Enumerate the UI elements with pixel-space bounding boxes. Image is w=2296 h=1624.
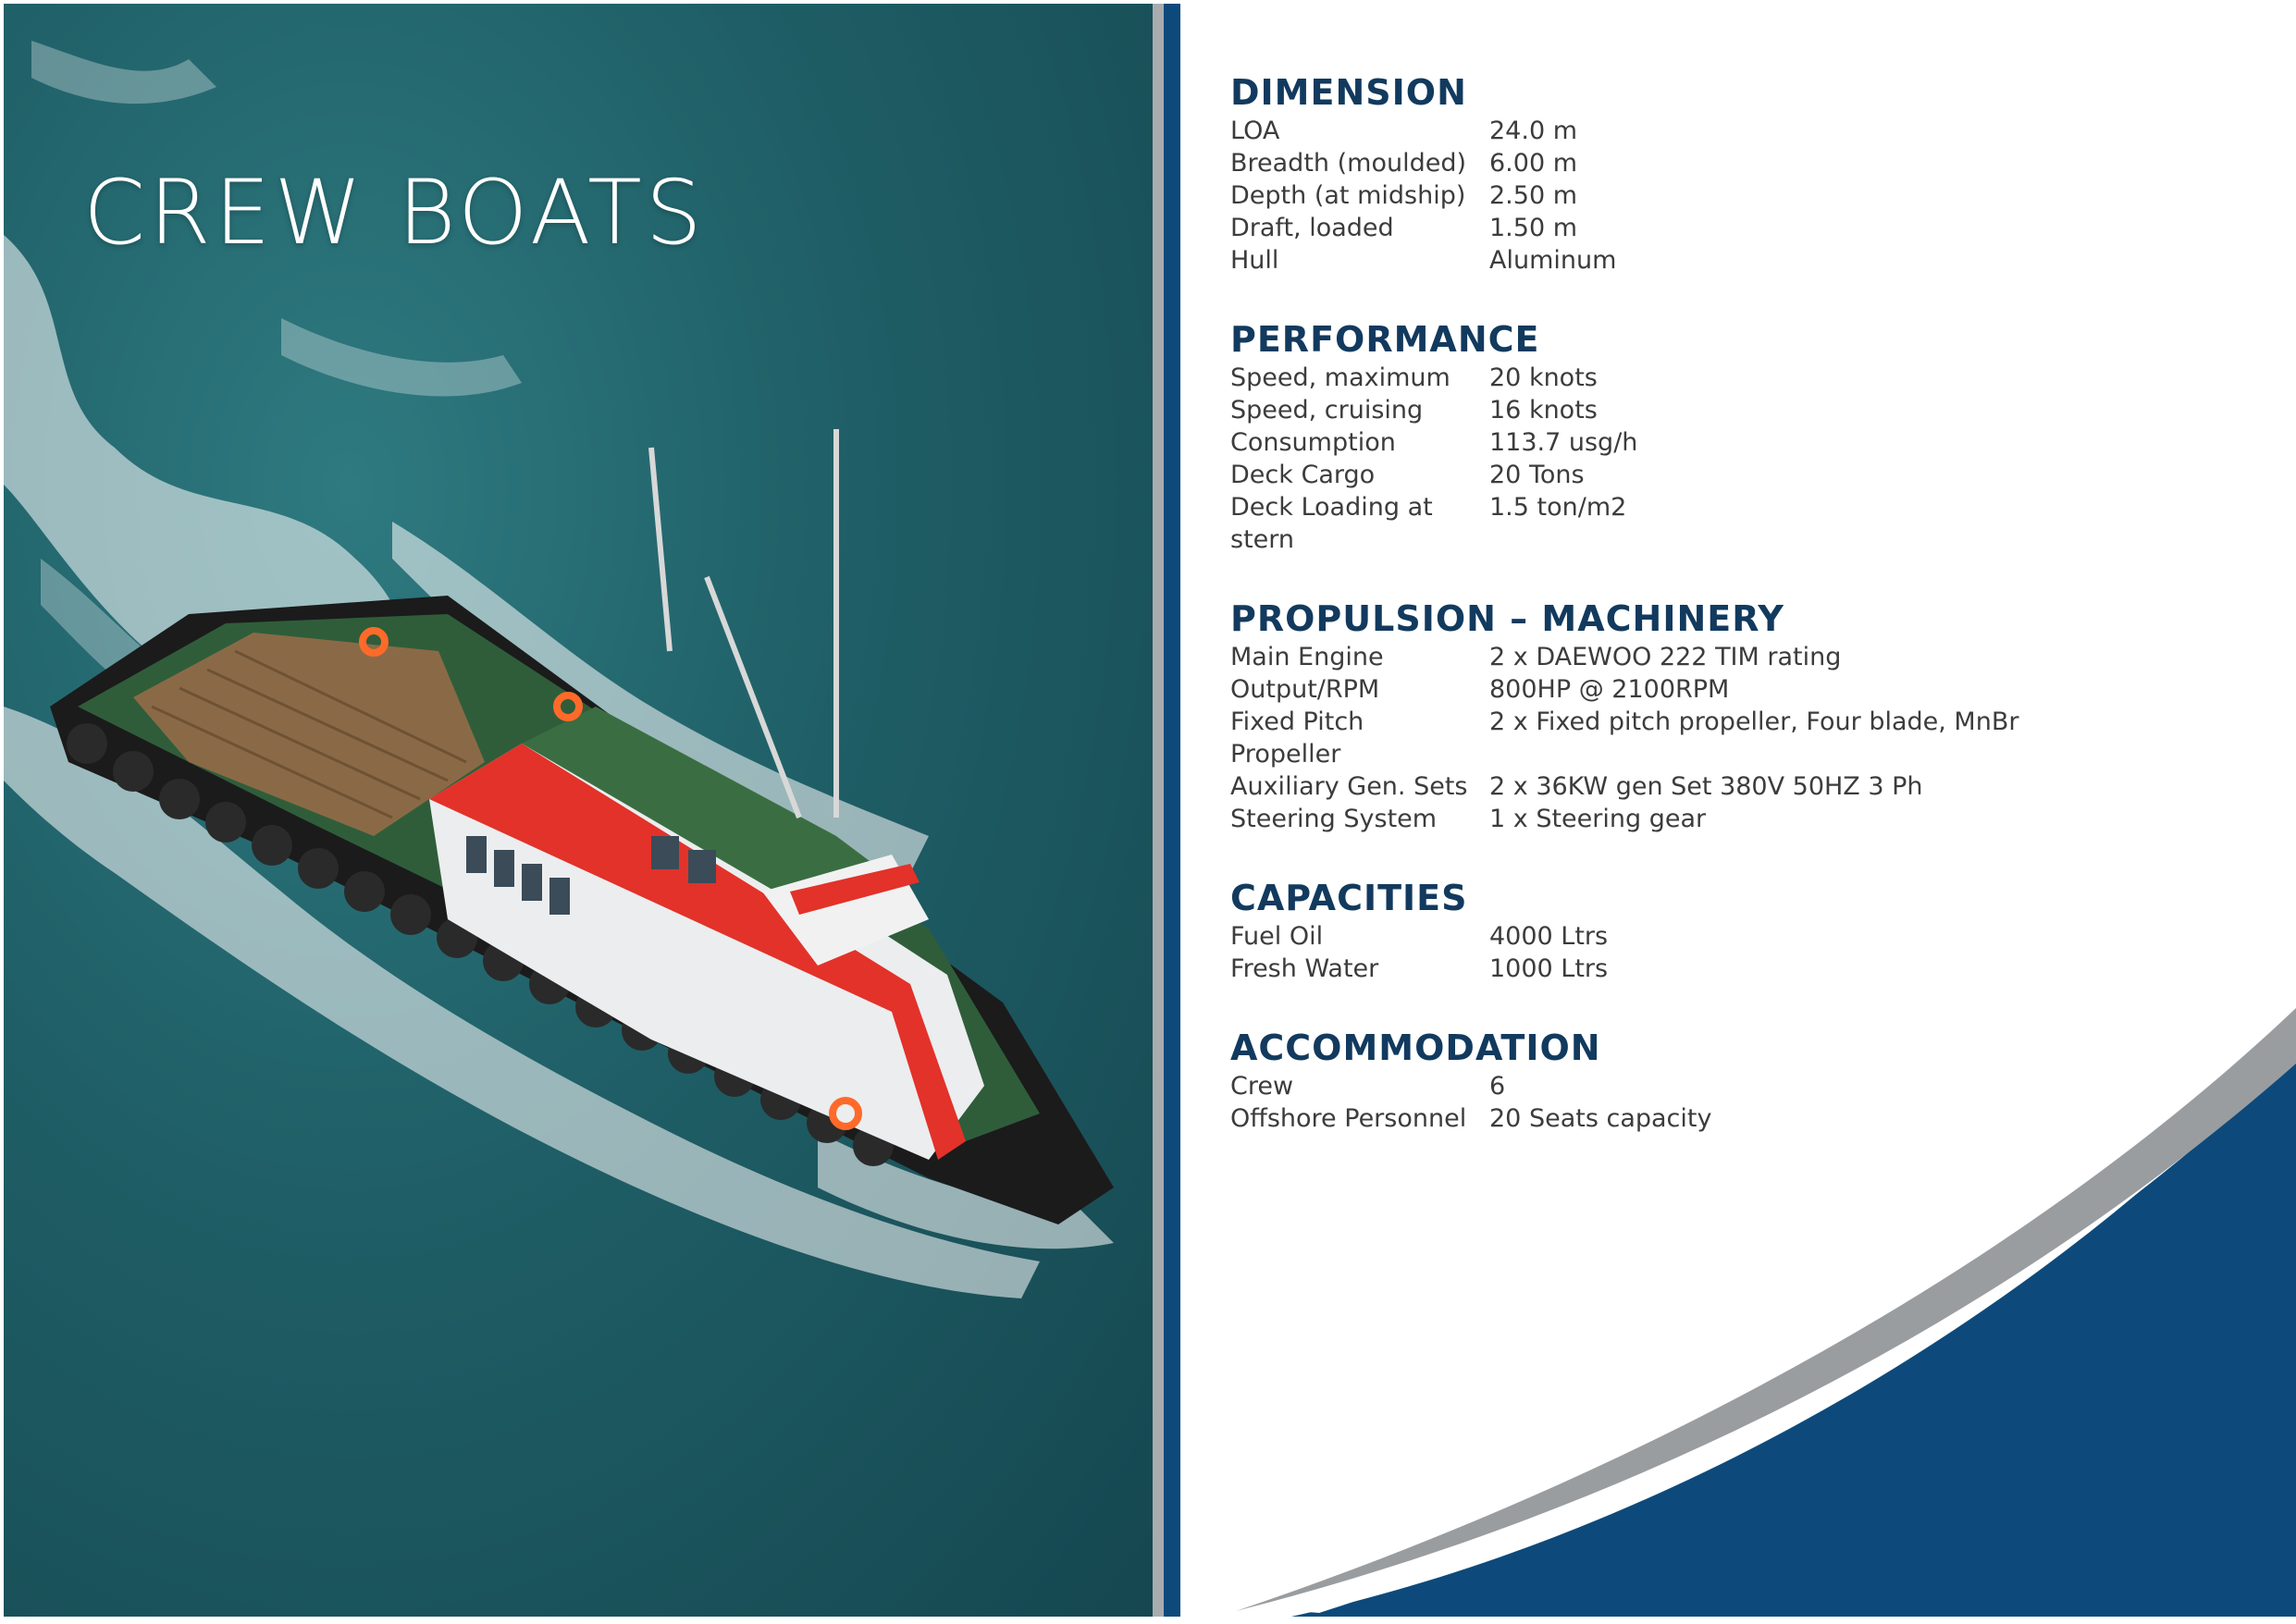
crew-boat-photo [4, 4, 1153, 1617]
spec-row [1230, 1102, 2248, 1135]
spec-row [1230, 394, 2248, 426]
page-title: CREW BOATS [83, 161, 706, 265]
spec-label: Breadth (moulded) [1230, 149, 1466, 178]
section-dimension [1230, 72, 2248, 277]
spec-row [1230, 244, 2248, 277]
spec-label: Offshore Personnel [1230, 1104, 1467, 1133]
spec-label: Speed, cruising [1230, 396, 1424, 424]
spec-label: Crew [1230, 1072, 1294, 1101]
section-heading: PROPULSION – MACHINERY [1230, 598, 1784, 639]
spec-value: 6.00 m [1489, 149, 1578, 178]
section-heading: PERFORMANCE [1230, 319, 1540, 360]
spec-value: 4000 Ltrs [1489, 922, 1609, 951]
spec-label: Main Engine [1230, 643, 1384, 671]
spec-row [1230, 738, 2248, 770]
spec-label: Output/RPM [1230, 675, 1380, 704]
spec-row [1230, 179, 2248, 212]
spec-row [1230, 212, 2248, 244]
spec-row [1230, 803, 2248, 835]
spec-value: 2 x DAEWOO 222 TIM rating [1489, 643, 1842, 671]
spec-label: Depth (at midship) [1230, 181, 1466, 210]
section-capacities [1230, 878, 2248, 985]
spec-value: 1.5 ton/m2 [1489, 493, 1627, 522]
spec-value: Aluminum [1489, 246, 1617, 275]
spec-label: Propeller [1230, 740, 1341, 769]
spec-row [1230, 147, 2248, 179]
spec-label: Consumption [1230, 428, 1396, 457]
spec-value: 1.50 m [1489, 214, 1578, 242]
spec-label: Fresh Water [1230, 954, 1379, 983]
spec-label: Speed, maximum [1230, 363, 1450, 392]
spec-value: 1000 Ltrs [1489, 954, 1609, 983]
spec-value: 6 [1489, 1072, 1506, 1101]
spec-value [1489, 523, 2248, 556]
spec-row [1230, 362, 2248, 394]
section-heading: ACCOMMODATION [1230, 1027, 1601, 1068]
spec-row [1230, 523, 2248, 556]
spec-value [1489, 738, 2248, 770]
spec-label: Deck Cargo [1230, 461, 1376, 489]
spec-value: 24.0 m [1489, 117, 1578, 145]
spec-label: Auxiliary Gen. Sets [1230, 772, 1468, 801]
spec-value: 16 knots [1489, 396, 1598, 424]
section-heading: CAPACITIES [1230, 878, 1468, 918]
spec-row [1230, 491, 2248, 523]
spec-sheet [1230, 72, 2248, 1177]
spec-label: Draft, loaded [1230, 214, 1394, 242]
spec-label: Fixed Pitch [1230, 707, 1364, 736]
spec-label: LOA [1230, 117, 1280, 145]
section-accommodation [1230, 1027, 2248, 1135]
spec-label: Hull [1230, 246, 1279, 275]
section-performance [1230, 319, 2248, 556]
spec-row [1230, 459, 2248, 491]
section-heading: DIMENSION [1230, 72, 1467, 113]
spec-value: 2 x 36KW gen Set 380V 50HZ 3 Ph [1489, 772, 1923, 801]
spec-row [1230, 426, 2248, 459]
spec-row [1230, 920, 2248, 953]
spec-row [1230, 673, 2248, 706]
spec-label: Steering System [1230, 805, 1438, 833]
spec-value: 2.50 m [1489, 181, 1578, 210]
spec-row [1230, 1070, 2248, 1102]
spec-row [1230, 115, 2248, 147]
divider-stripe-grey [1153, 4, 1164, 1617]
spec-label: Deck Loading at [1230, 493, 1433, 522]
spec-value: 20 knots [1489, 363, 1598, 392]
spec-value: 1 x Steering gear [1489, 805, 1707, 833]
spec-row [1230, 706, 2248, 738]
spec-value: 800HP @ 2100RPM [1489, 675, 1730, 704]
spec-label: stern [1230, 525, 1295, 554]
spec-value: 113.7 usg/h [1489, 428, 1638, 457]
spec-row [1230, 770, 2248, 803]
spec-value: 20 Seats capacity [1489, 1104, 1712, 1133]
spec-row [1230, 641, 2248, 673]
section-propulsion [1230, 598, 2248, 835]
spec-value: 20 Tons [1489, 461, 1585, 489]
spec-label: Fuel Oil [1230, 922, 1324, 951]
divider-stripe-blue [1164, 4, 1180, 1617]
spec-row [1230, 953, 2248, 985]
spec-value: 2 x Fixed pitch propeller, Four blade, MnBr [1489, 707, 2019, 736]
